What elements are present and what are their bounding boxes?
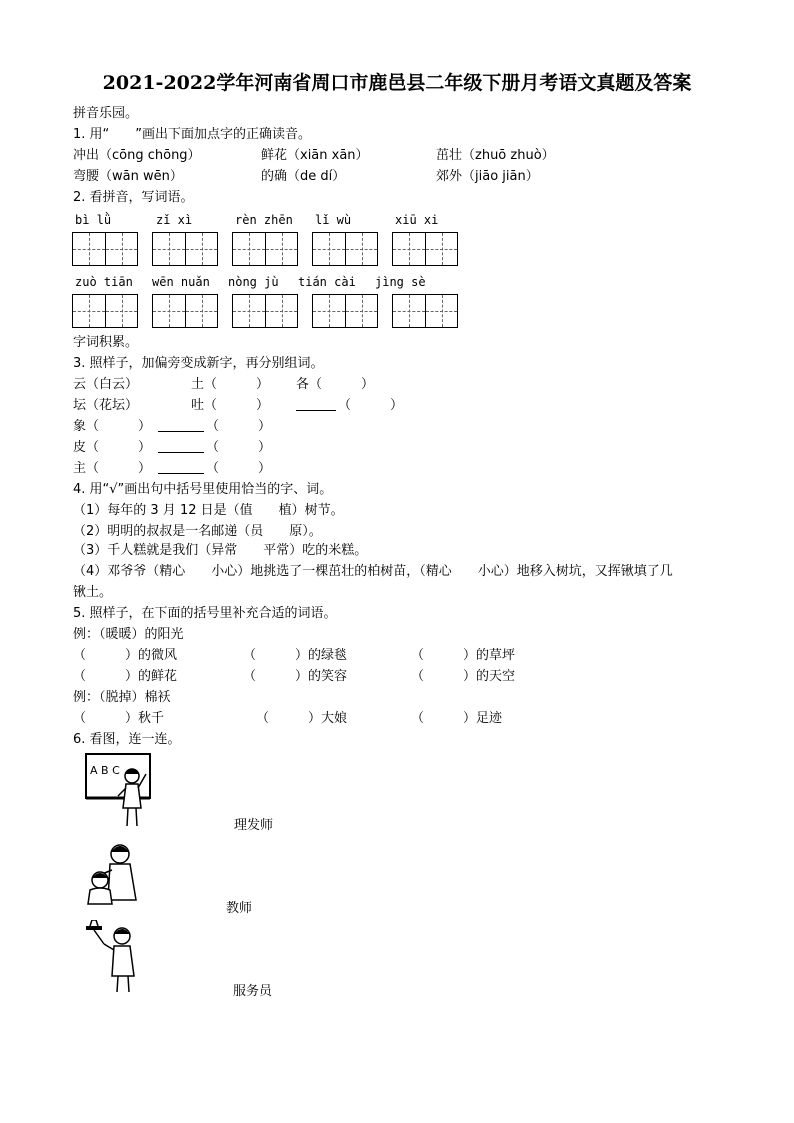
q3-blank-item: 土（ ） — [191, 377, 270, 392]
q1-item: 茁壮（zhuō zhuò） — [436, 148, 555, 163]
match-label-teacher[interactable]: 教师 — [226, 901, 253, 916]
q3-blank-item: 皮（ ） — [73, 440, 152, 455]
q3-example: 坛（花坛） — [73, 398, 139, 413]
tian-grid[interactable] — [312, 294, 378, 328]
q5-example: 例：（脱掉）棉袄 — [73, 690, 171, 705]
q5-item: （ ）大娘 — [256, 711, 348, 726]
q3-blank-item: （ ） — [338, 398, 404, 413]
tian-grid[interactable] — [392, 232, 458, 266]
q3-example: 云（白云） — [73, 377, 139, 392]
q1-item: 的确（de dí） — [261, 169, 346, 184]
q1-item: 冲出（cōng chōng） — [73, 148, 201, 163]
tian-grid[interactable] — [392, 294, 458, 328]
teacher-picture[interactable] — [84, 752, 156, 830]
q3-blank-item: 吐（ ） — [191, 398, 270, 413]
q3-blank-item: 主（ ） — [73, 461, 152, 476]
tian-grid[interactable] — [232, 232, 298, 266]
pinyin-label: jìng sè — [375, 275, 426, 289]
q5-prompt: 5. 照样子，在下面的括号里补充合适的词语。 — [73, 606, 337, 621]
q4-sentence-cont: 锹土。 — [73, 585, 113, 600]
q3-blank-item: （ ） — [206, 419, 272, 434]
q5-item: （ ）的笑容 — [243, 669, 348, 684]
q4-sentence: （1）每年的 3 月 12 日是（值 植）树节。 — [73, 503, 344, 518]
q5-item: （ ）足迹 — [411, 711, 503, 726]
match-label-waiter[interactable]: 服务员 — [233, 984, 273, 999]
q5-item: （ ）的天空 — [411, 669, 516, 684]
pinyin-label: nòng jù — [228, 275, 279, 289]
pinyin-label: zǐ xì — [156, 213, 193, 227]
pinyin-label: xiū xi — [395, 213, 439, 227]
q3-blank-line[interactable] — [158, 440, 204, 458]
q5-example: 例：（暖暖）的阳光 — [73, 627, 184, 642]
waiter-picture[interactable] — [82, 920, 144, 994]
tian-grid[interactable] — [232, 294, 298, 328]
q4-sentence: （3）千人糕就是我们（异常 平常）吃的米糕。 — [73, 543, 368, 558]
q5-item: （ ）的绿毯 — [243, 648, 348, 663]
q3-blank-item: 象（ ） — [73, 419, 152, 434]
q1-item: 鲜花（xiān xān） — [261, 148, 369, 163]
pinyin-label: tián cài — [298, 275, 356, 289]
q1-item: 弯腰（wān wēn） — [73, 169, 183, 184]
match-label-barber[interactable]: 理发师 — [234, 818, 274, 833]
section-words-heading: 字词积累。 — [73, 335, 139, 350]
barber-picture[interactable] — [84, 840, 144, 906]
pinyin-label: wēn nuǎn — [152, 275, 210, 289]
pinyin-label: zuò tiān — [75, 275, 133, 289]
tian-grid[interactable] — [72, 294, 138, 328]
q5-item: （ ）的草坪 — [411, 648, 516, 663]
board-letters: A B C — [90, 764, 120, 777]
q3-prompt: 3. 照样子，加偏旁变成新字，再分别组词。 — [73, 356, 324, 371]
q5-item: （ ）的鲜花 — [73, 669, 178, 684]
q4-prompt: 4. 用“√”画出句中括号里使用恰当的字、词。 — [73, 482, 333, 497]
q3-blank-item: （ ） — [206, 461, 272, 476]
q3-blank-line[interactable] — [296, 398, 336, 416]
q3-blank-item: 各（ ） — [296, 377, 375, 392]
q4-sentence: （2）明明的叔叔是一名邮递（员 原）。 — [73, 524, 322, 539]
tian-grid[interactable] — [72, 232, 138, 266]
q3-blank-item: （ ） — [206, 440, 272, 455]
pinyin-label: bì lǜ — [75, 213, 112, 227]
q1-prompt: 1. 用“ ”画出下面加点字的正确读音。 — [73, 127, 312, 142]
section-pinyin-heading: 拼音乐园。 — [73, 106, 139, 121]
tian-grid[interactable] — [152, 294, 218, 328]
q2-prompt: 2. 看拼音，写词语。 — [73, 190, 194, 205]
q5-item: （ ）秋千 — [73, 711, 165, 726]
q3-blank-line[interactable] — [158, 419, 204, 437]
q4-sentence: （4）邓爷爷（精心 小心）地挑选了一棵茁壮的柏树苗，（精心 小心）地移入树坑，又挥锹填了几 — [73, 564, 673, 579]
q1-item: 郊外（jiāo jiān） — [436, 169, 539, 184]
pinyin-label: lǐ wù — [315, 213, 352, 227]
tian-grid[interactable] — [312, 232, 378, 266]
tian-grid[interactable] — [152, 232, 218, 266]
page-title: 2021-2022学年河南省周口市鹿邑县二年级下册月考语文真题及答案 — [102, 72, 692, 94]
q6-prompt: 6. 看图，连一连。 — [73, 732, 181, 747]
q3-blank-line[interactable] — [158, 461, 204, 479]
pinyin-label: rèn zhēn — [235, 213, 293, 227]
q5-item: （ ）的微风 — [73, 648, 178, 663]
